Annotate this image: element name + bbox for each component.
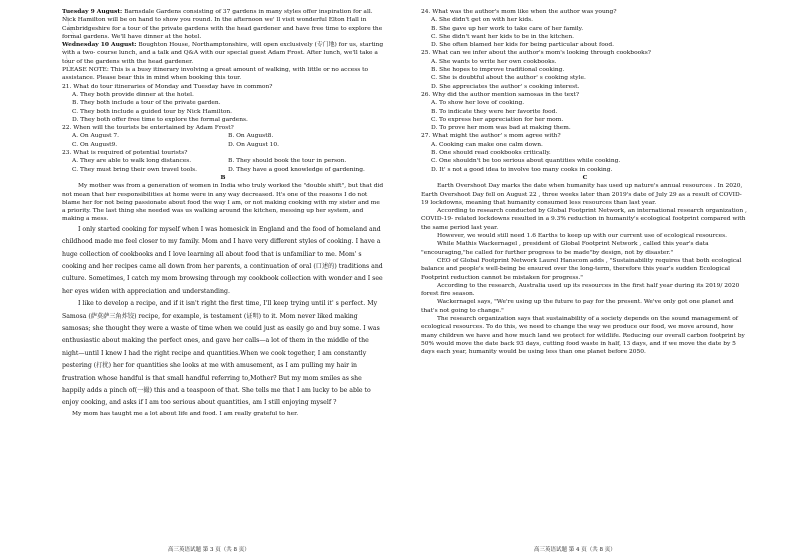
question-22-option: C. On August9. (72, 141, 118, 148)
passage-c-paragraph: While Mathis Wackernagel , president of Global Footprint Network , called this year's data "encouraging,"he called for further progress to be made"by design, not by disaster." (421, 241, 709, 256)
right-page (421, 8, 749, 356)
question-21-option: B. They both include a tour of the private garden. (72, 100, 221, 107)
passage-c-paragraph: Wackernagel says, "We're using up the future to pay for the present. We've only got one planet and that's not going to change." (421, 299, 734, 314)
passage-c-paragraph: Earth Overshoot Day marks the date when humanity has used up nature's annual resources . In 2020, Earth Overshoot Day fell on August 22 , three weeks later than 2019's date of July 29 as a result of COVID-19 lockdowns, meaning that humanity consumed less resources than last year. (421, 183, 743, 206)
question-24-option: A. She didn't get on with her kids. (431, 17, 534, 24)
question-27-stem: 27. What might the author' s mom agree with? (421, 133, 561, 140)
question-26-stem: 26. Why did the author mention samosas in the text? (421, 91, 580, 98)
section-heading-b: B (220, 173, 226, 181)
question-22-option: A. On August 7. (72, 133, 119, 140)
question-22-options-row (62, 132, 384, 140)
question-23-option: C. They must bring their own travel tools. (72, 166, 197, 173)
question-24-stem: 24. What was the author's mom like when the author was young? (421, 9, 617, 15)
question-22-option: B. On August8. (228, 133, 274, 140)
passage-b-paragraph: I like to develop a recipe, and if it isn't right the first time, I'll keep trying until it' s perfect. My Samosa (萨莫萨三角炸饺) recipe, for example, is testament (证明) to it. Mom never liked making samosas; she thought they were a waste of time when we could just as easily go and buy some. I was enthusiastic about making the perfect ones, and gave her calls—a lot of them in the middle of the night—until I knew I had the right recipe and quantities.When we cook together, I am constantly pestering (打扰) her for quantities she looks at me with amusement, as I am pulling my hair in frustration whose handful is that small handful referring to,Mother? But my mom smiles as she happily adds a pinch of(一撮) this and a teaspoon of that. She tells me that I am lucky to be able to enjoy cooking, and asks if I am too serious about quantities, am I still enjoying myself ? (62, 300, 380, 407)
question-24-option: B. She gave up her work to take care of her family. (431, 25, 584, 32)
question-23-option: A. They are able to walk long distances. (72, 158, 192, 165)
passage-c-paragraph: According to research conducted by Global Footprint Network, an international research organization , COVID-19- related lockdowns resulted in a 9.3% reduction in humanity's ecological footprint compared with the same period last year. (421, 208, 747, 231)
question-23-options-row (62, 166, 384, 174)
question-22-option: D. On August 10. (228, 141, 279, 148)
section-heading-c: C (582, 173, 588, 181)
passage-c-paragraph: According to the research, Australia used up its resources in the first half year during its 2019/ 2020 forest fire season. (421, 282, 740, 298)
question-22-options-row (62, 141, 384, 149)
question-21-option: D. They both offer free time to explore the formal gardens. (72, 116, 248, 123)
question-23-stem: 23. What is required of potential tourists? (62, 150, 188, 157)
question-24-option: C. She didn't want her kids to be in the kitchen. (431, 33, 575, 40)
question-26-option: B. To indicate they were her favorite food. (431, 108, 558, 115)
passage-b-paragraph: My mother was from a generation of women in India who truly worked the "double shift", but that did not mean that her responsibilities at home were in any way decreased. It's one of the reasons I do not blame her for not being passionate about food the way I am, or not making cooking with my sister and me a priority. The last thing she needed was us walking around the kitchen, messing up her system, and making a mess. (62, 183, 384, 223)
question-23-option: D. They have a good knowledge of gardening. (228, 166, 365, 173)
question-22-stem: 22. When will the tourists be entertained by Adam Frost? (62, 125, 234, 132)
question-25-option: B. She hopes to improve traditional cooking. (431, 67, 565, 74)
question-23-option: B. They should book the tour in person. (228, 158, 347, 165)
question-25-stem: 25. What can we infer about the author's mom's looking through cookbooks? (421, 50, 651, 57)
question-27-option: C. One shouldn't be too serious about quantities while cooking. (431, 158, 621, 165)
question-27-option: D. It' s not a good idea to involve too many cooks in cooking. (431, 166, 613, 173)
passage-c-paragraph: CEO of Global Footprint Network Laurel Hanscom adds , "Sustainability requires that both ecological balance and people's well-being be ensured over the long-term, therefore this year's sudden Ecological Footprint reduction cannot be mistaken for progress." (421, 257, 742, 281)
itinerary-wednesday: Wednesday 10 August: Boughton House, Northamptonshire, will open exclusively (专门地) for us, starting with a two- course lunch, and a talk and Q&A with our special guest Adam Frost. After lunch, we'll take a tour of the gardens with the head gardener. (62, 41, 384, 65)
question-26-option: C. To express her appreciation for her mom. (431, 116, 564, 123)
question-25-option: A. She wants to write her own cookbooks. (431, 58, 557, 65)
question-21-stem: 21. What do tour itineraries of Monday and Tuesday have in common? (62, 83, 273, 90)
question-21-option: A. They both provide dinner at the hotel. (72, 91, 194, 98)
question-25-option: C. She is doubtful about the author' s cooking style. (431, 75, 586, 82)
question-23-options-row (62, 157, 384, 165)
page-footer-right: 高三英语试题 第 4 页（共 8 页） (534, 547, 616, 553)
passage-c-paragraph: However, we would still need 1.6 Earths to keep up with our current use of ecological resources. (437, 233, 728, 240)
passage-c-paragraph: The research organization says that sustainability of a society depends on the sound management of ecological resources. To do this, we need to change the way we produce our food, we move around, how many children we have and how much land we protect for wildlife. Reducing our overall carbon footprint by 50% would move the date back 93 days, cutting food waste in half, 13 days, and if we move the date by 5 days each year, humanity would be using less than one planet before 2050. (421, 315, 745, 356)
page-footer-left: 高三英语试题 第 3 页（共 8 页） (168, 547, 250, 553)
passage-b-paragraph: My mom has taught me a lot about life and food. I am really grateful to her. (72, 410, 299, 417)
itinerary-note: PLEASE NOTE: This is a busy itinerary involving a great amount of walking, with little or no access to assistance. Please bear this in mind when booking this tour. (62, 67, 369, 82)
question-27-option: B. One should read cookbooks critically. (431, 150, 551, 157)
question-25-option: D. She appreciates the author' s cooking interest. (431, 83, 580, 90)
question-26-option: A. To show her love of cooking. (431, 100, 525, 107)
question-21-option: C. They both include a guided tour by Nick Hamilton. (72, 108, 233, 115)
itinerary-tuesday: Tuesday 9 August: Barnsdale Gardens consisting of 37 gardens in many styles offer inspiration for all. Nick Hamilton will be on hand to show you round. In the afternoon we' ll visit wonderful Elton Hall in Cambridgeshire for a tour of the private gardens with the head gardener and have free time to explore the formal gardens. We'll have dinner at the hotel. (62, 8, 383, 40)
passage-b-paragraph: I only started cooking for myself when I was homesick in England and the food of homeland and childhood made me feel closer to my family. Mom and I have very different styles of cooking. I have a huge collection of cookbooks and I love learning all about food that is unfamiliar to me. Mom' s cooking and her recipes came all down from her parents, a continuation of oral (口述的) traditions and culture. Sometimes, I catch my mom browsing through my cookbook collection with wonder and I see her eyes widen with appreciation and understanding. (62, 225, 383, 295)
left-page (62, 8, 384, 418)
question-24-option: D. She often blamed her kids for being particular about food. (431, 42, 614, 49)
question-26-option: D. To prove her mom was bad at making them. (431, 125, 571, 132)
question-27-option: A. Cooking can make one calm down. (431, 141, 543, 148)
